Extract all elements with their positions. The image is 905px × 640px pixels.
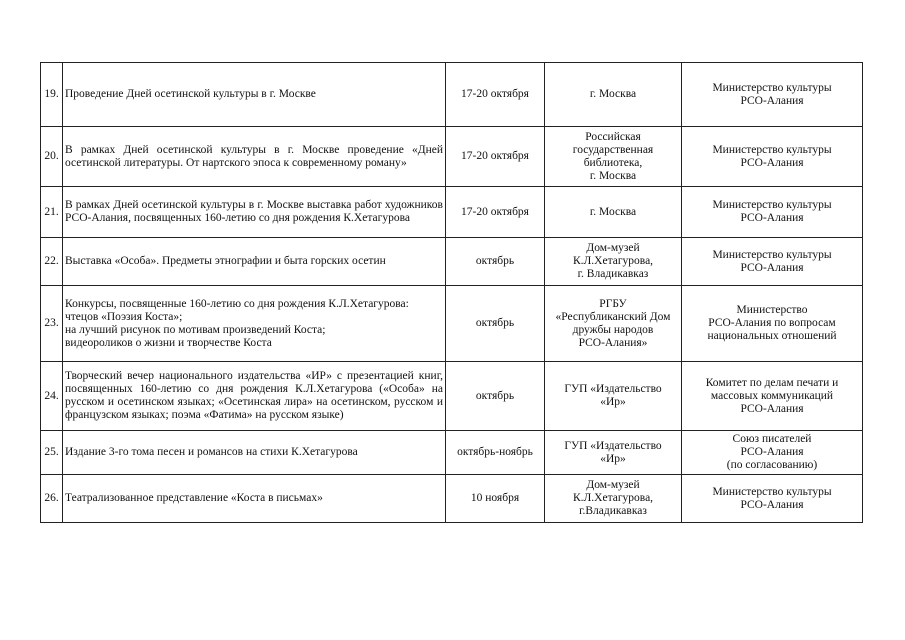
event-organizer-line: (по согласованию)	[726, 459, 818, 471]
event-place-line: К.Л.Хетагурова,	[572, 255, 654, 267]
event-place-line: ГУП «Издательство	[564, 383, 662, 395]
event-place-line: г. Москва	[589, 205, 637, 218]
event-place-line: «Республиканский Дом	[555, 310, 671, 323]
event-description-line: видеороликов о жизни и творчестве Коста	[65, 336, 272, 349]
event-description	[63, 187, 446, 238]
event-description-line: В рамках Дней осетинской культуры в г. Москве выставка работ художников РСО-Алания, посвященных 160-летию со дня рождения К.Хетагурова	[65, 199, 443, 224]
event-place-line: библиотека,	[583, 156, 643, 169]
row-number: 20.	[41, 127, 63, 187]
event-date: 17-20 октября	[446, 187, 545, 238]
event-description	[63, 238, 446, 286]
event-place-line: «Ир»	[600, 396, 626, 408]
event-organizer	[682, 63, 863, 127]
event-organizer-line: Министерство	[736, 304, 808, 316]
event-organizer-line: РСО-Алания	[740, 446, 804, 458]
events-table-body	[41, 63, 863, 523]
event-organizer-line: РСО-Алания	[740, 212, 804, 224]
row-number: 22.	[41, 238, 63, 286]
event-description-line: Театрализованное представление «Коста в письмах»	[65, 492, 323, 504]
event-place-line: государственная	[572, 143, 654, 156]
event-organizer-line: РСО-Алания	[740, 261, 804, 274]
event-place	[545, 362, 682, 431]
events-document	[40, 62, 862, 523]
event-organizer-line: массовых коммуникаций	[710, 389, 834, 402]
event-description-line: Творческий вечер национального издательства «ИР» с презентацией книг, посвященных 160-летию со дня рождения К.Л.Хетагурова («Особа» на русском и осетинском языках; «Осетинская лира» на осетинском, русском и французском языках; поэма «Фатима» на русском языке)	[65, 370, 443, 421]
event-organizer-line: РСО-Алания	[740, 498, 804, 511]
event-date: октябрь	[446, 362, 545, 431]
event-place-line: дружбы народов	[572, 323, 654, 336]
event-date: 17-20 октября	[446, 127, 545, 187]
table-row	[41, 475, 863, 523]
event-description	[63, 431, 446, 475]
event-place-line: г.Владикавказ	[579, 505, 647, 517]
event-place	[545, 63, 682, 127]
event-place	[545, 286, 682, 362]
row-number: 23.	[41, 286, 63, 362]
event-place-line: г. Москва	[589, 169, 637, 182]
event-place-line: «Ир»	[600, 452, 626, 465]
event-organizer	[682, 362, 863, 431]
event-description	[63, 362, 446, 431]
event-place	[545, 127, 682, 187]
event-place-line: г. Владикавказ	[577, 268, 649, 280]
event-place-line: Российская	[585, 130, 641, 143]
event-organizer-line: Союз писателей	[732, 433, 812, 445]
event-place-line: ГУП «Издательство	[564, 439, 662, 452]
event-place-line: Дом-музей	[586, 242, 640, 254]
event-description-line: Издание 3-го тома песен и романсов на стихи К.Хетагурова	[65, 446, 358, 458]
event-date: октябрь-ноябрь	[446, 431, 545, 475]
row-number: 25.	[41, 431, 63, 475]
row-number: 19.	[41, 63, 63, 127]
row-number: 24.	[41, 362, 63, 431]
event-place	[545, 238, 682, 286]
event-place	[545, 187, 682, 238]
table-row	[41, 362, 863, 431]
table-row	[41, 127, 863, 187]
event-organizer	[682, 127, 863, 187]
event-date: 10 ноября	[446, 475, 545, 523]
table-row	[41, 238, 863, 286]
event-organizer-line: РСО-Алания по вопросам	[708, 317, 836, 329]
event-place	[545, 475, 682, 523]
table-row	[41, 431, 863, 475]
event-organizer-line: Министерство культуры	[712, 81, 832, 94]
event-organizer	[682, 475, 863, 523]
table-row	[41, 286, 863, 362]
event-place-line: К.Л.Хетагурова,	[572, 492, 654, 504]
event-organizer	[682, 431, 863, 475]
event-organizer	[682, 238, 863, 286]
event-organizer-line: РСО-Алания	[740, 156, 804, 169]
event-organizer	[682, 187, 863, 238]
event-organizer-line: Министерство культуры	[712, 485, 832, 498]
table-row	[41, 187, 863, 238]
table-row	[41, 63, 863, 127]
event-organizer-line: Министерство культуры	[712, 199, 832, 211]
event-place	[545, 431, 682, 475]
event-date: октябрь	[446, 238, 545, 286]
event-organizer-line: РСО-Алания	[740, 402, 804, 415]
event-place-line: Дом-музей	[586, 479, 640, 491]
event-description-line: Проведение Дней осетинской культуры в г. Москве	[65, 88, 316, 100]
event-organizer	[682, 286, 863, 362]
event-description-line: Конкурсы, посвященные 160-летию со дня рождения К.Л.Хетагурова:	[65, 297, 409, 310]
event-place-line: г. Москва	[589, 88, 637, 100]
event-description-line: на лучший рисунок по мотивам произведений Коста;	[65, 323, 326, 336]
row-number: 21.	[41, 187, 63, 238]
event-description	[63, 286, 446, 362]
event-description-line: чтецов «Поэзия Коста»;	[65, 310, 183, 323]
row-number: 26.	[41, 475, 63, 523]
event-description	[63, 63, 446, 127]
event-organizer-line: национальных отношений	[707, 330, 837, 342]
event-place-line: РГБУ	[599, 297, 627, 310]
event-description	[63, 127, 446, 187]
event-place-line: РСО-Алания»	[578, 336, 648, 349]
event-description	[63, 475, 446, 523]
event-organizer-line: Министерство культуры	[712, 143, 832, 156]
event-organizer-line: Министерство культуры	[712, 248, 832, 261]
event-date: 17-20 октября	[446, 63, 545, 127]
events-table	[40, 62, 863, 523]
event-date: октябрь	[446, 286, 545, 362]
event-organizer-line: Комитет по делам печати и	[705, 376, 839, 389]
event-description-line: В рамках Дней осетинской культуры в г. Москве проведение «Дней осетинской литературы. От нартского эпоса к современному роману»	[65, 143, 443, 169]
event-description-line: Выставка «Особа». Предметы этнографии и быта горских осетин	[65, 255, 386, 267]
event-organizer-line: РСО-Алания	[740, 94, 804, 107]
